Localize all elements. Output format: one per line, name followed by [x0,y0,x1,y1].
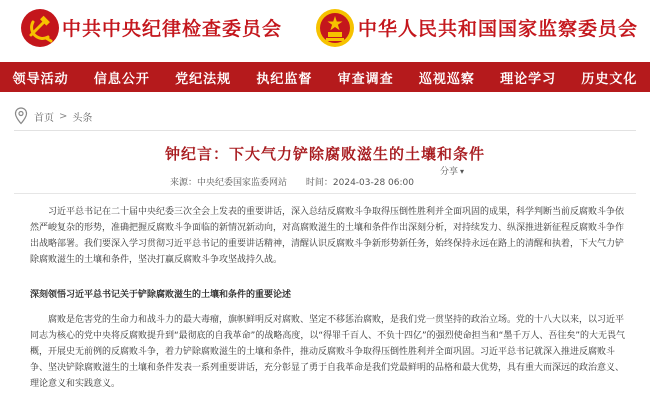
nav-item-regulations[interactable]: 党纪法规 [175,71,232,87]
nsc-site-title[interactable]: 中华人民共和国国家监察委员会 [358,18,639,40]
nav-item-supervision[interactable]: 执纪监督 [256,71,313,87]
share-label: 分享 [440,167,459,177]
nav-item-leadership[interactable]: 领导活动 [12,71,69,87]
article-source: 来源：中央纪委国家监委网站 [170,178,288,188]
breadcrumb-home-link[interactable]: 首页 [34,112,54,124]
nav-item-disclosure[interactable]: 信息公开 [93,71,150,87]
location-pin-icon [14,107,28,125]
site-header [0,0,650,62]
article-paragraph: 腐败是危害党的生命力和战斗力的最大毒瘤，旗帜鲜明反对腐败、坚定不移惩治腐败，是我们党一贯坚持的政治立场。党的十八大以来，以习近平同志为核心的党中央将反腐败提升到“最彻底的自我革命”的战略高度，以“得罪千百人、不负十四亿”的强烈使命担当和“墨千万人、吾往矣”的大无畏气概，开展史无前例的反腐败斗争，着力铲除腐败滋生的土壤和条件，推动反腐败斗争取得压倒性胜利并全面巩固。习近平总书记就深入推进反腐败斗争、坚决铲除腐败滋生的土壤和条件发表一系列重要讲话，充分彰显了勇于自我革命是我们党最鲜明的品格和最大优势，具有重大而深远的政治意义、理论意义和实践意义。 [30,315,625,389]
breadcrumb-current[interactable]: 头条 [72,112,93,124]
nav-item-investigation[interactable]: 审查调查 [337,71,394,87]
article-date: 时间：2024-03-28 06:00 [305,178,414,188]
national-emblem-icon[interactable] [315,8,355,48]
ccdi-site-title[interactable]: 中共中央纪律检查委员会 [62,18,283,40]
article-meta [170,175,418,188]
section-heading: 深刻领悟习近平总书记关于铲除腐败滋生的土壤和条件的重要论述 [30,290,292,300]
article-title: 钟纪言：下大气力铲除腐败滋生的土壤和条件 [164,145,485,163]
share-button[interactable] [440,164,464,177]
nav-item-inspection[interactable]: 巡视巡察 [418,71,475,87]
nav-item-history[interactable]: 历史文化 [581,71,638,87]
nav-item-theory[interactable]: 理论学习 [500,71,557,87]
breadcrumb-divider [14,130,636,131]
breadcrumb [14,104,92,128]
breadcrumb-separator: > [59,110,68,122]
main-nav [0,62,650,92]
article-paragraph: 习近平总书记在二十届中央纪委三次全会上发表的重要讲话，深入总结反腐败斗争取得压倒性胜利并全面巩固的成果，科学判断当前反腐败斗争依然严峻复杂的形势，准确把握反腐败斗争面临的新情况新动向，对高腐败滋生的土壤和条件作出深刻分析，对持续发力、纵深推进新征程反腐败斗争作出战略部署。我们要深入学习贯彻习近平总书记的重要讲话精神，清醒认识反腐败斗争新形势新任务，始终保持永远在路上的清醒和执着，下大气力铲除腐败滋生的土壤和条件，坚决打赢反腐败斗争攻坚战持久战。 [30,207,625,265]
chevron-down-icon: ▾ [460,167,465,176]
party-emblem-icon[interactable] [20,8,60,48]
meta-divider [14,193,636,194]
